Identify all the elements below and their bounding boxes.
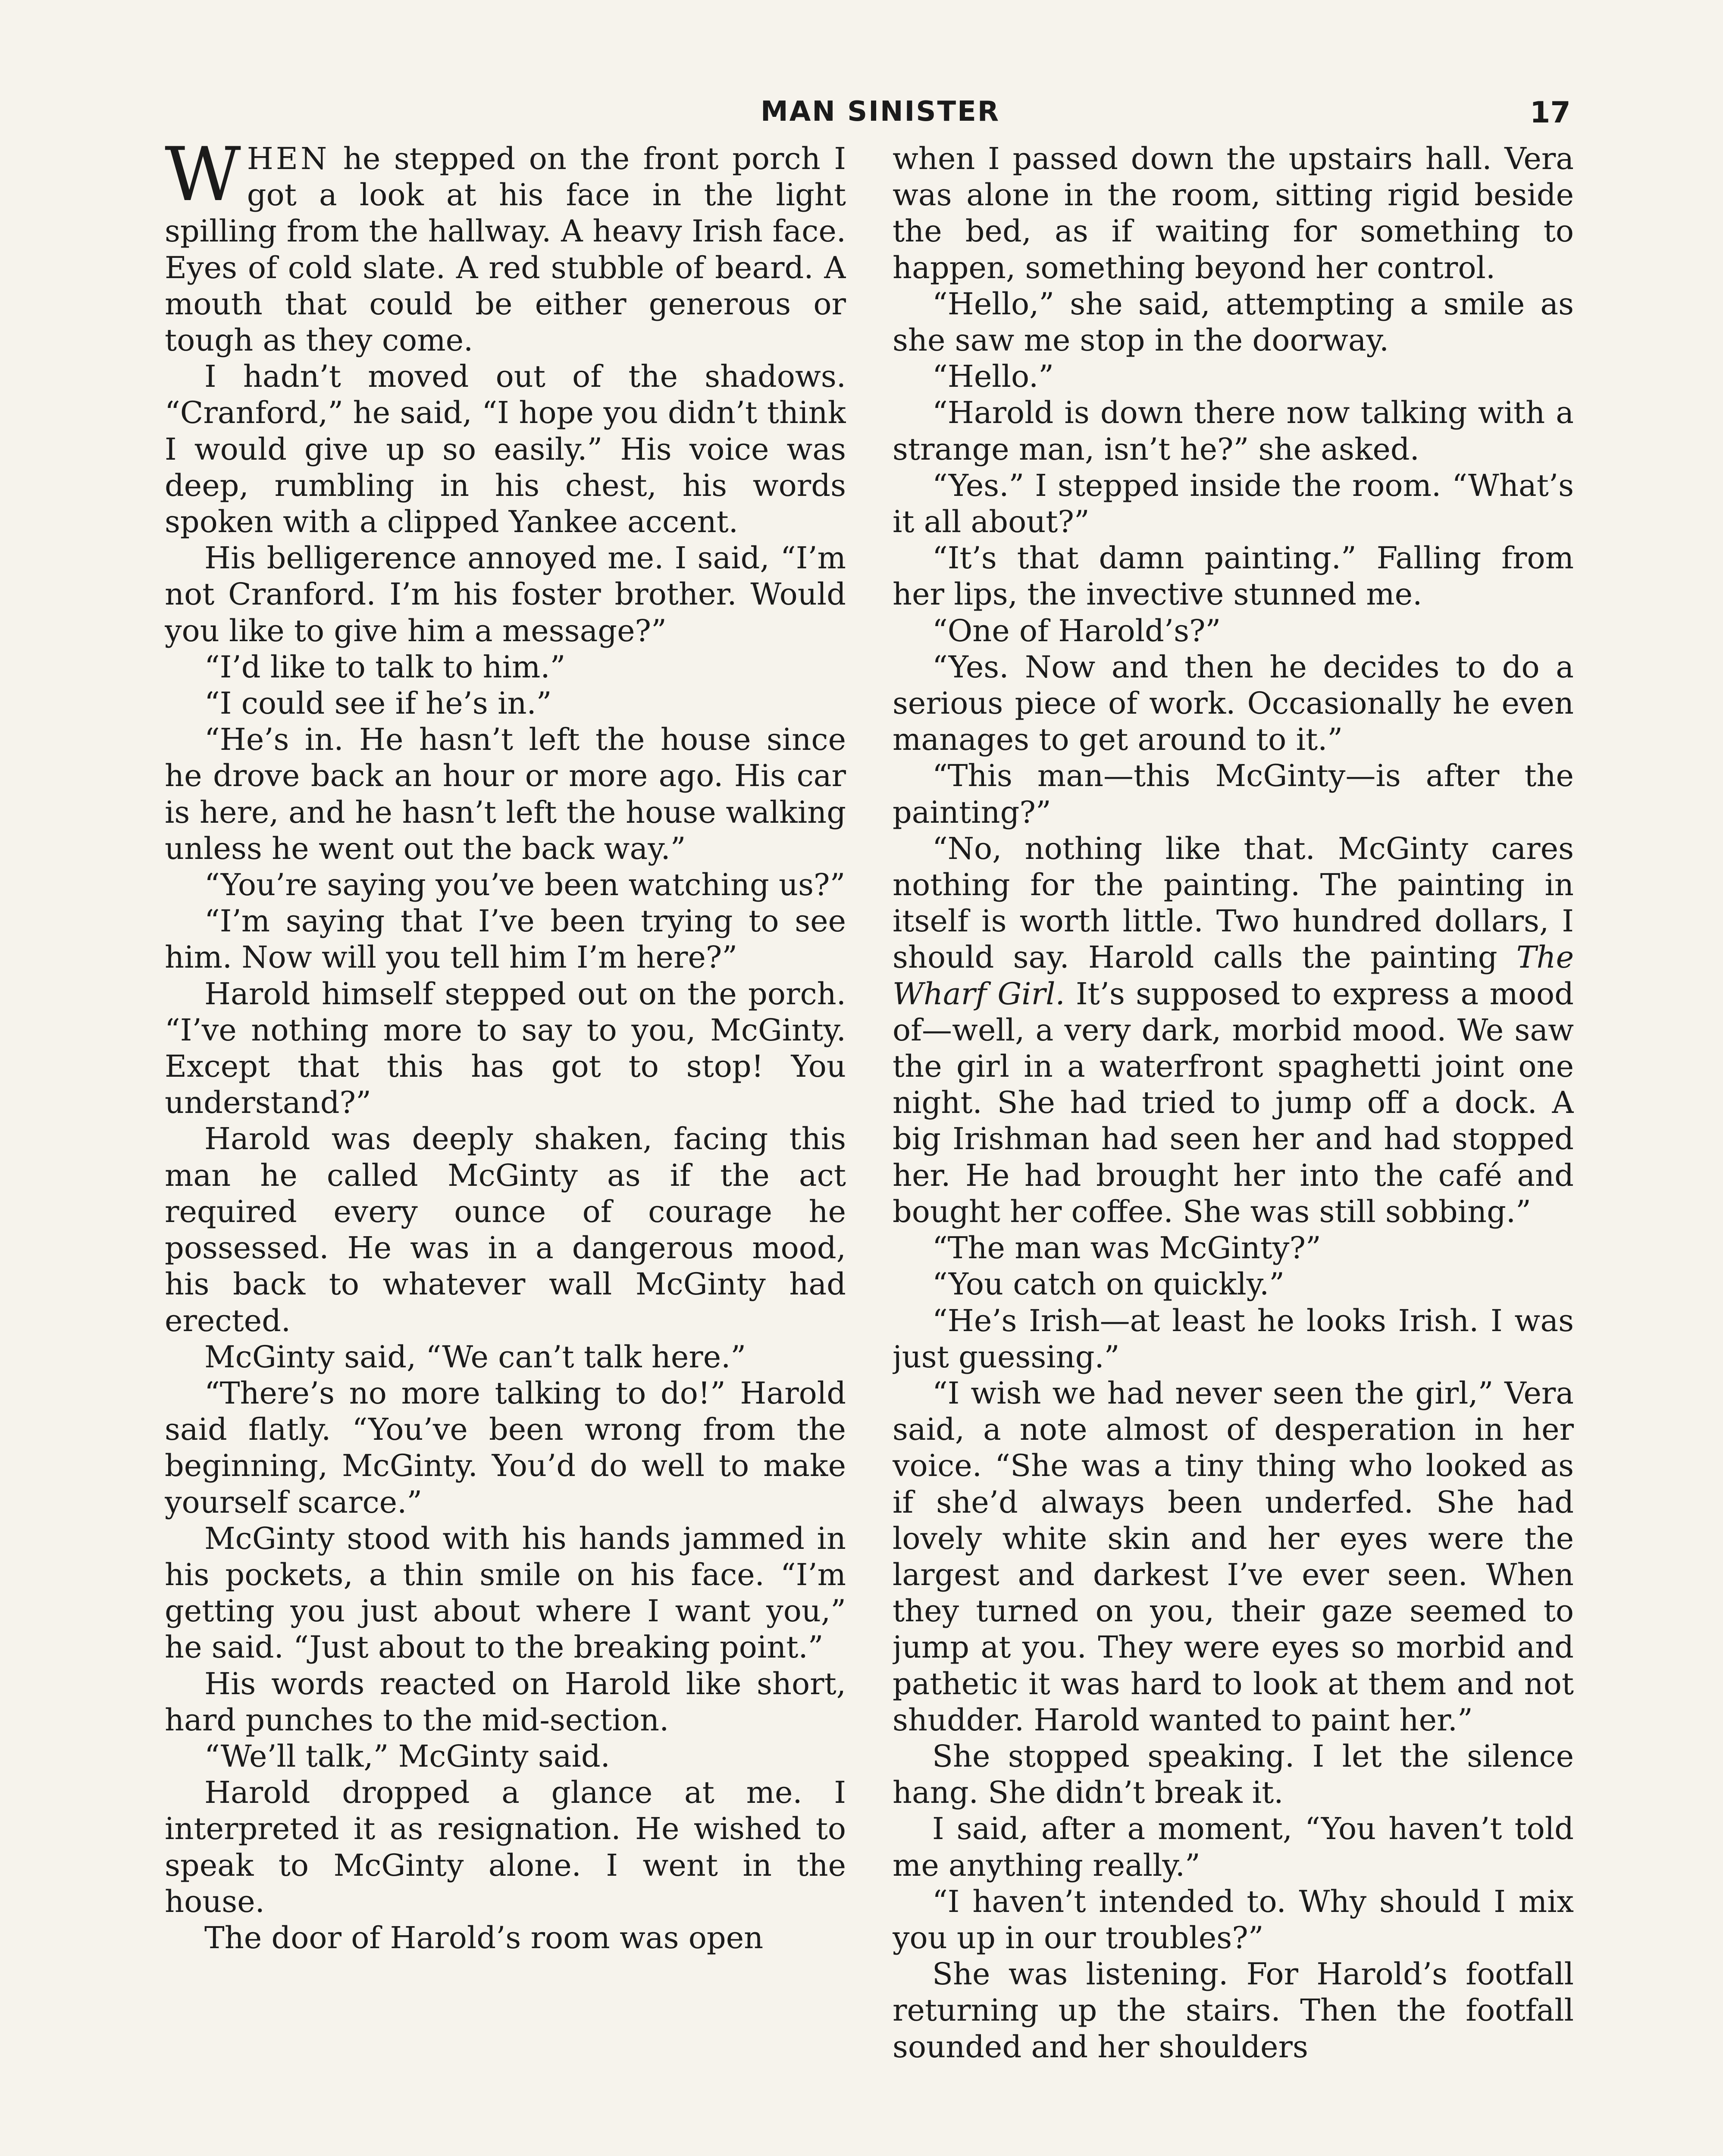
paragraph: “It’s that damn painting.” Falling from her lips, the invective stunned me.	[893, 540, 1574, 612]
paragraph-text: “No, nothing like that. McGinty cares nothing for the painting. The painting in itself is worth little. Two hundred dollars, I should say. Harold calls the painting	[893, 830, 1574, 975]
paragraph: His belligerence annoyed me. I said, “I’m not Cranford. I’m his foster brother. Would you like to give him a message?”	[165, 540, 846, 649]
paragraph-continued: when I passed down the upstairs hall. Vera was alone in the room, sitting rigid beside the bed, as if waiting for something to happen, something beyond her control.	[893, 141, 1574, 285]
paragraph: “You’re saying you’ve been watching us?”	[204, 867, 846, 903]
paragraph: McGinty said, “We can’t talk here.”	[204, 1339, 746, 1375]
paragraph: “Hello,” she said, attempting a smile as she saw me stop in the doorway.	[893, 286, 1574, 358]
paragraph: “I’d like to talk to him.”	[204, 649, 566, 685]
running-title: MAN SINISTER	[761, 96, 1000, 128]
paragraph: “There’s no more talking to do!” Harold said flatly. “You’ve been wrong from the beginning, McGinty. You’d do well to make yourself scarce.”	[165, 1375, 846, 1520]
paragraph: She stopped speaking. I let the silence hang. She didn’t break it.	[893, 1738, 1574, 1811]
paragraph: “This man—this McGinty—is after the painting?”	[893, 758, 1574, 830]
paragraph-text: he stepped on the front porch I got a look at his face in the light spilling from the hallway. A heavy Irish face. Eyes of cold slate. A red stubble of beard. A mouth that could be either generous or tough as they come.	[165, 141, 846, 358]
paragraph: “I haven’t intended to. Why should I mix you up in our troubles?”	[893, 1883, 1574, 1955]
paragraph: “I could see if he’s in.”	[204, 686, 552, 721]
paragraph: The door of Harold’s room was open	[204, 1920, 764, 1955]
left-column	[165, 141, 846, 2156]
paragraph: His words reacted on Harold like short, hard punches to the mid-section.	[165, 1666, 846, 1738]
right-column	[893, 141, 1574, 2156]
paragraph-opening	[165, 141, 846, 358]
paragraph: Harold was deeply shaken, facing this man he called McGinty as if the act required every ounce of courage he possessed. He was in a dangerous mood, his back to whatever wall McGinty had erected.	[165, 1121, 846, 1338]
paragraph: Harold dropped a glance at me. I interpreted it as resignation. He wished to speak to McGinty alone. I went in the house.	[165, 1775, 846, 1919]
paragraph: Harold himself stepped out on the porch. “I’ve nothing more to say to you, McGinty. Except that this has got to stop! You understand?”	[165, 976, 846, 1121]
drop-cap: W	[165, 141, 241, 218]
paragraph: McGinty stood with his hands jammed in his pockets, a thin smile on his face. “I’m getting you just about where I want you,” he said. “Just about to the breaking point.”	[165, 1520, 846, 1665]
paragraph-with-title	[893, 830, 1574, 1230]
paragraph: I hadn’t moved out of the shadows. “Cranford,” he said, “I hope you didn’t think I would give up so easily.” His voice was deep, rumbling in his chest, his words spoken with a clipped Yankee accent.	[165, 359, 846, 540]
paragraph: “Harold is down there now talking with a strange man, isn’t he?” she asked.	[893, 395, 1574, 467]
paragraph: “I’m saying that I’ve been trying to see him. Now will you tell him I’m here?”	[165, 903, 846, 975]
paragraph: “One of Harold’s?”	[932, 613, 1221, 649]
paragraph: “Yes.” I stepped inside the room. “What’s it all about?”	[893, 467, 1574, 540]
paragraph: “I wish we had never seen the girl,” Vera said, a note almost of desperation in her voice. “She was a tiny thing who looked as if she’d always been underfed. She had lovely white skin and her eyes were the largest and darkest I’ve ever seen. When they turned on you, their gaze seemed to jump at you. They were eyes so morbid and pathetic it was hard to look at them and not shudder. Harold wanted to paint her.”	[893, 1375, 1574, 1738]
paragraph: “Hello.”	[932, 359, 1054, 395]
paragraph: “Yes. Now and then he decides to do a serious piece of work. Occasionally he even manages to get around to it.”	[893, 649, 1574, 758]
paragraph: “The man was McGinty?”	[932, 1230, 1321, 1266]
paragraph: “You catch on quickly.”	[932, 1266, 1284, 1302]
paragraph: I said, after a moment, “You haven’t told me anything really.”	[893, 1811, 1574, 1883]
paragraph-text: It’s supposed to express a mood of—well, a very dark, morbid mood. We saw the girl in a waterfront spaghetti joint one night. She had tried to jump off a dock. A big Irishman had seen her and had stopped her. He had brought her into the café and bought her coffee. She was still sobbing.”	[893, 976, 1574, 1229]
page-number: 17	[1530, 96, 1571, 130]
page-header	[0, 96, 1723, 135]
paragraph: “He’s in. He hasn’t left the house since he drove back an hour or more ago. His car is here, and he hasn’t left the house walking unless he went out the back way.”	[165, 722, 846, 866]
painting-title: The Wharf Girl.	[893, 940, 1574, 1012]
paragraph: She was listening. For Harold’s footfall returning up the stairs. Then the footfall sounded and her shoulders	[893, 1956, 1574, 2065]
paragraph: “We’ll talk,” McGinty said.	[204, 1738, 610, 1774]
paragraph: “He’s Irish—at least he looks Irish. I was just guessing.”	[893, 1303, 1574, 1375]
opening-word: HEN	[247, 141, 330, 176]
